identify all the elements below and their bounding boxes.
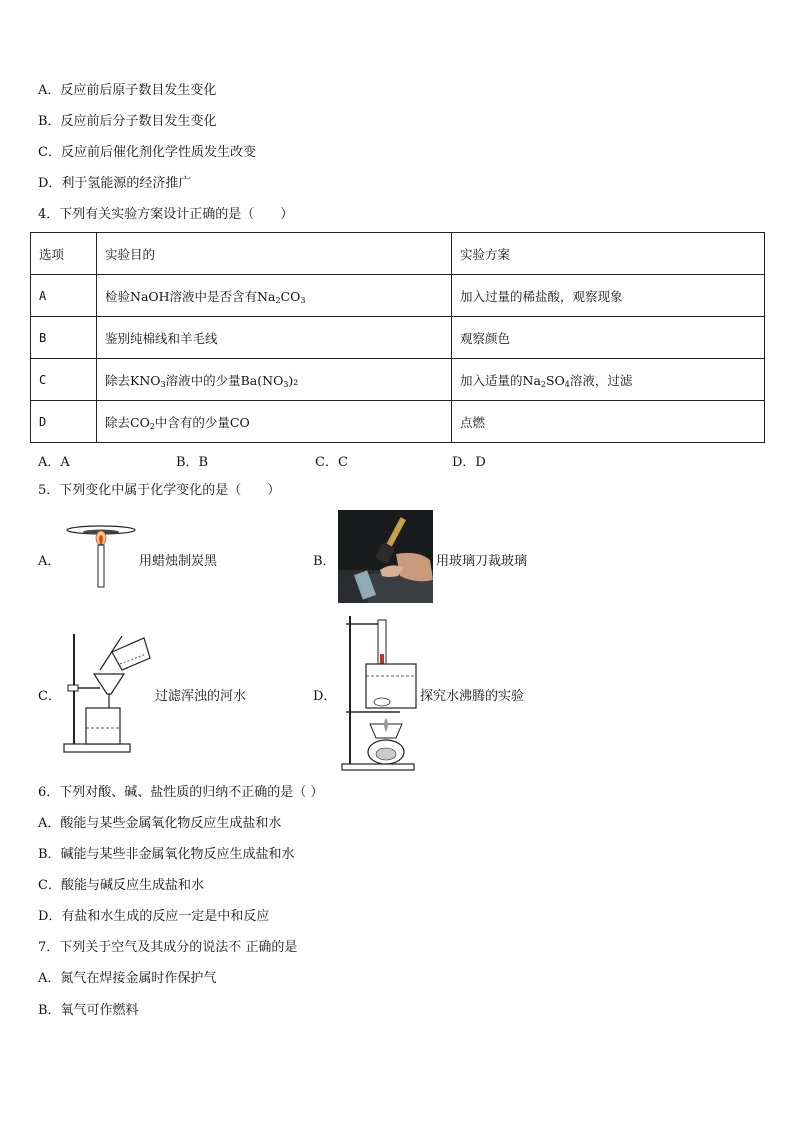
row-option: D (31, 401, 97, 443)
q5-option-c-text: 过滤浑浊的河水 (155, 689, 247, 704)
header-option: 选项 (31, 233, 97, 275)
q4-stem: 4．下列有关实验方案设计正确的是（ ） (38, 207, 294, 222)
table-row (31, 317, 765, 359)
q7-stem: 7．下列关于空气及其成分的说法不 正确的是 (38, 940, 298, 955)
q7-option-b: B．氧气可作燃料 (38, 1003, 139, 1018)
candle-soot-figure (64, 524, 138, 590)
header-purpose: 实验目的 (97, 233, 452, 275)
filtration-apparatus-figure (62, 630, 154, 756)
q5-option-d-label: D． (313, 689, 337, 704)
q6-option-c: C．酸能与碱反应生成盐和水 (38, 878, 204, 893)
row-plan: 加入适量的$Na_2SO_4$溶液，过滤 (452, 359, 765, 401)
q6-option-d: D．有盐和水生成的反应一定是中和反应 (38, 909, 270, 924)
q6-option-b: B．碱能与某些非金属氧化物反应生成盐和水 (38, 847, 295, 862)
q5-option-b-label: B． (313, 554, 336, 569)
q4-answer-c: C．C (315, 455, 348, 470)
q4-answer-b: B．B (176, 455, 209, 470)
q6-stem: 6．下列对酸、碱、盐性质的归纳不正确的是（ ） (38, 785, 324, 800)
q3-option-d: D．利于氢能源的经济推广 (38, 176, 192, 191)
table-header-row (31, 233, 765, 275)
q5-stem: 5．下列变化中属于化学变化的是（ ） (38, 483, 281, 498)
glass-cutter-photo (338, 510, 433, 603)
row-purpose: 除去$KNO_3$溶液中的少量$Ba(NO_3)_2$ (97, 359, 452, 401)
row-option: A (31, 275, 97, 317)
boiling-water-apparatus-figure (338, 614, 418, 772)
row-plan: 加入过量的稀盐酸，观察现象 (452, 275, 765, 317)
table-row (31, 275, 765, 317)
row-purpose: 检验NaOH溶液中是否含有$Na_2CO_3$ (97, 275, 452, 317)
q5-option-b-text: 用玻璃刀裁玻璃 (436, 554, 528, 569)
row-purpose: 鉴别纯棉线和羊毛线 (97, 317, 452, 359)
header-plan: 实验方案 (452, 233, 765, 275)
q7-option-a: A．氮气在焊接金属时作保护气 (38, 971, 217, 986)
row-plan: 点燃 (452, 401, 765, 443)
row-option: C (31, 359, 97, 401)
table-row (31, 359, 765, 401)
q3-option-a: A．反应前后原子数目发生变化 (38, 83, 217, 98)
q6-option-a: A．酸能与某些金属氧化物反应生成盐和水 (38, 816, 282, 831)
q3-option-b: B．反应前后分子数目发生变化 (38, 114, 217, 129)
q4-answer-a: A．A (38, 455, 70, 470)
q5-option-c-label: C． (38, 689, 61, 704)
row-purpose: 除去$CO_2$中含有的少量CO (97, 401, 452, 443)
q5-option-d-text: 探究水沸腾的实验 (420, 689, 525, 704)
row-plan: 观察颜色 (452, 317, 765, 359)
q5-option-a-label: A． (38, 554, 61, 569)
q3-option-c: C．反应前后催化剂化学性质发生改变 (38, 145, 256, 160)
row-option: B (31, 317, 97, 359)
q5-option-a-text: 用蜡烛制炭黑 (139, 554, 218, 569)
experiment-table (30, 232, 765, 443)
table-row (31, 401, 765, 443)
q4-answer-d: D．D (452, 455, 486, 470)
